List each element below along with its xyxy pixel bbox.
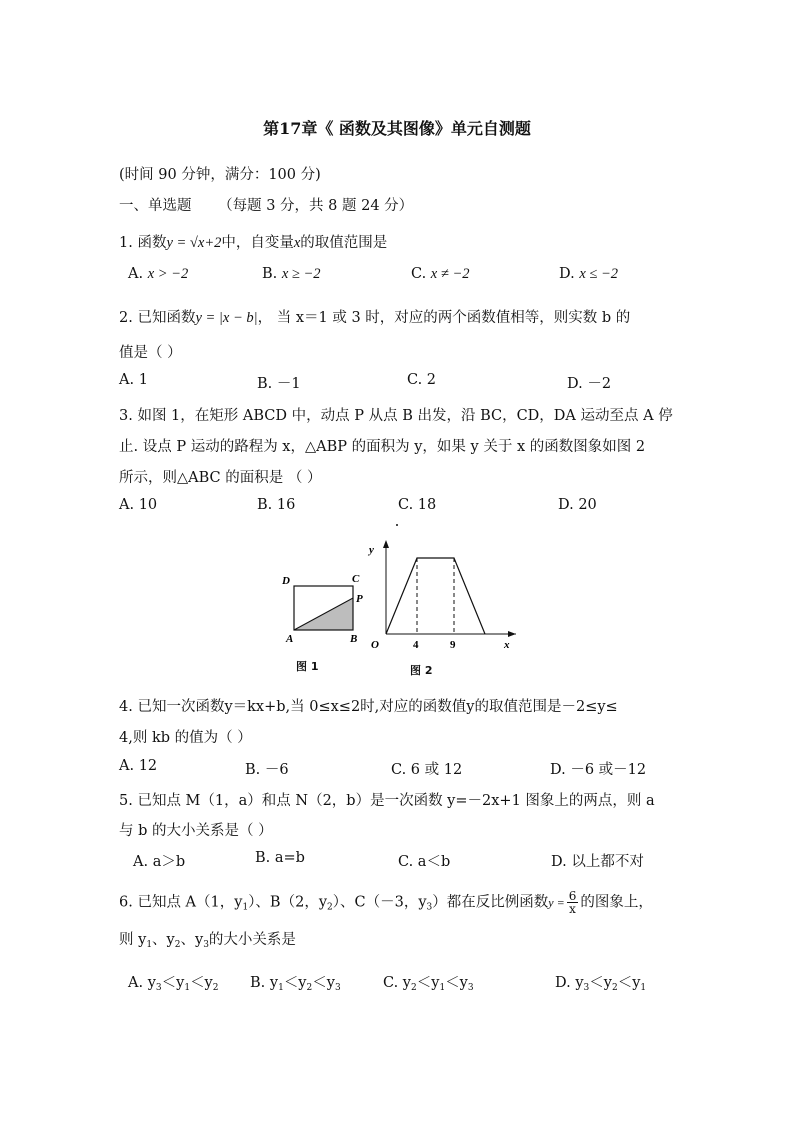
q6-function: y = <box>548 895 565 910</box>
q2-option-d[interactable]: D. －2 <box>567 376 612 392</box>
label-p: P <box>356 593 363 605</box>
exam-meta: (时间 90 分钟，满分：100 分) <box>119 167 321 183</box>
q6-option-a[interactable]: A. $y_3<y_1<y_2$ <box>128 975 219 993</box>
q1-option-b[interactable]: B. x ≥ −2 <box>262 266 321 282</box>
label-d: D <box>282 575 290 587</box>
tick-9: 9 <box>450 639 456 651</box>
q1-number: 1. 函数 <box>119 235 167 251</box>
question-3-line2: 止. 设点 P 运动的路程为 x，△ABP 的面积为 y，如果 y 关于 x 的函数图象如图 2 <box>119 439 646 455</box>
label-x: x <box>504 639 510 651</box>
q4-option-c[interactable]: C. 6 或 12 <box>391 762 463 778</box>
question-6-line2: 则 $y_1$、$y_2$、$y_3$的大小关系是 <box>119 932 296 950</box>
q3-option-d[interactable]: D. 20 <box>558 497 597 513</box>
q2-function: y = |x − b| <box>195 310 258 326</box>
question-1 <box>119 231 387 252</box>
section-heading <box>119 194 413 215</box>
section-title: 一、单选题 <box>119 198 192 214</box>
q2-option-c[interactable]: C. 2 <box>407 372 437 388</box>
label-a: A <box>286 633 294 645</box>
figure-1-caption: 图 1 <box>296 660 319 673</box>
q1-option-d[interactable]: D. x ≤ −2 <box>559 266 619 282</box>
x-axis-arrow <box>508 631 516 637</box>
question-3-line1: 3. 如图 1，在矩形 ABCD 中，动点 P 从点 B 出发，沿 BC，CD，DA 运动至点 A 停 <box>119 408 673 424</box>
q6-fraction: $\frac{6}{x}$ <box>568 889 577 916</box>
figure-1-rectangle <box>278 568 373 648</box>
figure-2-caption: 图 2 <box>410 664 433 677</box>
q2-option-a[interactable]: A. 1 <box>119 372 148 388</box>
question-4-line2: 4,则 kb 的值为（ ） <box>119 730 252 746</box>
q1-option-c[interactable]: C. x ≠ −2 <box>411 266 470 282</box>
q6-option-c[interactable]: C. $y_2<y_1<y_3$ <box>383 975 474 993</box>
q4-option-d[interactable]: D. －6 或－12 <box>550 762 647 778</box>
q5-option-c[interactable]: C. a＜b <box>398 854 451 870</box>
q5-option-a[interactable]: A. a＞b <box>133 854 186 870</box>
q1-tail: 的取值范围是 <box>300 235 388 251</box>
q6-option-d[interactable]: D. $y_3<y_2<y_1$ <box>555 975 647 993</box>
label-c: C <box>352 573 360 585</box>
q5-option-d[interactable]: D. 以上都不对 <box>551 854 644 870</box>
question-3-line3: 所示，则△ABC 的面积是 （ ） <box>119 470 322 486</box>
function-graph <box>386 558 485 634</box>
label-b: B <box>350 633 358 645</box>
q5-option-b[interactable]: B. a=b <box>255 850 305 866</box>
label-o: O <box>371 639 379 651</box>
question-2: 2. 已知函数y = |x − b|， 当 x＝1 或 3 时，对应的两个函数值相等，则实数 b 的 <box>119 310 631 326</box>
y-axis-arrow <box>383 540 389 548</box>
question-5-line1: 5. 已知点 M（1，a）和点 N（2，b）是一次函数 y=－2x+1 图象上的两点，则 a <box>119 793 655 809</box>
q4-option-a[interactable]: A. 12 <box>119 758 158 774</box>
stray-dot <box>396 524 398 526</box>
q3-option-a[interactable]: A. 10 <box>119 497 158 513</box>
q1-text: 中，自变量 <box>221 235 294 251</box>
q1-variable: x <box>293 235 301 251</box>
q3-option-c[interactable]: C. 18 <box>398 497 437 513</box>
question-5-line2: 与 b 的大小关系是（ ） <box>119 823 273 839</box>
triangle-abp <box>294 598 353 630</box>
question-6-line1: 6. 已知点 A（1，$y_1$）、B（2，$y_2$）、C（－3，$y_3$）都在反比例函数y = $\frac{6}{x}$ 的图象上， <box>119 889 653 916</box>
q2-option-b[interactable]: B. －1 <box>257 376 301 392</box>
page-title: 第17章《 函数及其图像》单元自测题 <box>263 119 531 138</box>
section-note: （每题 3 分，共 8 题 24 分） <box>218 198 414 214</box>
tick-4: 4 <box>413 639 419 651</box>
question-4-line1: 4. 已知一次函数y＝kx+b,当 0≤x≤2时,对应的函数值y的取值范围是－2≤y≤ <box>119 699 618 715</box>
q1-option-a[interactable]: A. x > −2 <box>128 266 189 282</box>
figure-2-graph <box>364 520 534 655</box>
question-2-line2: 值是（ ） <box>119 345 182 361</box>
label-y: y <box>369 544 374 556</box>
q4-option-b[interactable]: B. －6 <box>245 762 289 778</box>
q3-option-b[interactable]: B. 16 <box>257 497 296 513</box>
q6-option-b[interactable]: B. $y_1<y_2<y_3$ <box>250 975 341 993</box>
q1-function: y = √x+2 <box>166 235 222 251</box>
